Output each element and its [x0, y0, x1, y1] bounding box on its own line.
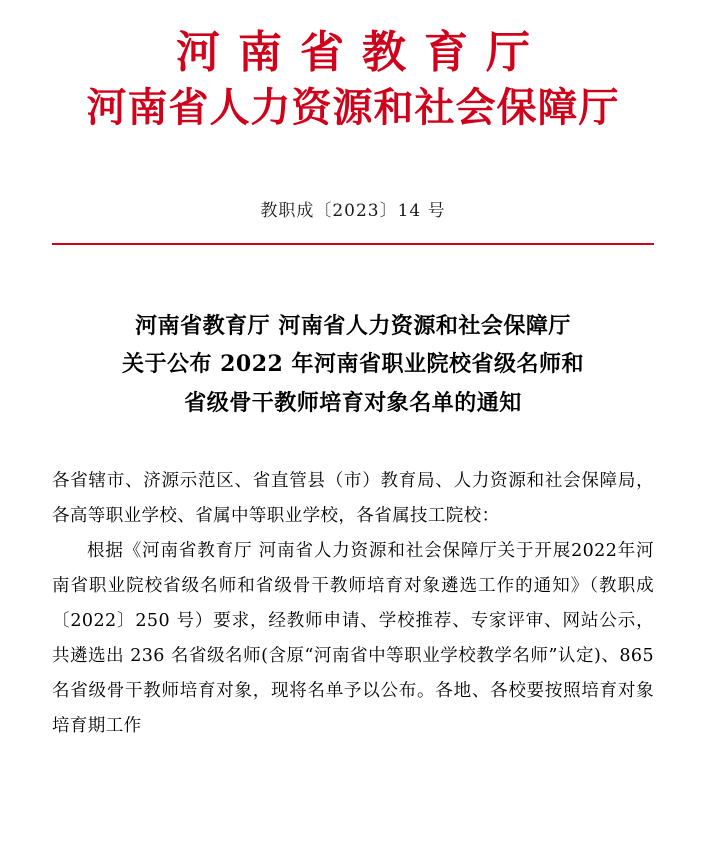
document-title-line-2: 关于公布 2022 年河南省职业院校省级名师和 — [121, 351, 585, 378]
document-title-line-1: 河南省教育厅 河南省人力资源和社会保障厅 — [135, 312, 571, 339]
body-paragraph-addressees: 各省辖市、济源示范区、省直管县（市）教育局、人力资源和社会保障局，各高等职业学校、省属中等职业学校，各省属技工院校： — [52, 471, 654, 527]
document-number: 教职成〔2023〕14 号 — [260, 200, 446, 221]
red-divider-rule — [52, 243, 654, 245]
document-title-line-3: 省级骨干教师培育对象名单的通知 — [184, 389, 522, 416]
document-body — [52, 464, 654, 744]
issuing-agency-line-2: 河南省人力资源和社会保障厅 — [86, 83, 620, 131]
body-paragraph-main: 根据《河南省教育厅 河南省人力资源和社会保障厅关于开展2022年河南省职业院校省级名师和省级骨干教师培育对象遴选工作的通知》（教职成〔2022〕250 号）要求，经教师申请、学校推荐、专家评审、网站公示，共遴选出 236 名省级名师(含原“河南省中等职业学校教学名师”认定)、865 名省级骨干教师培育对象，现将名单予以公布。各地、各校要按照培育对象培育期工作 — [52, 541, 654, 737]
document-masthead — [52, 0, 654, 134]
issuing-agency-line-1: 河南省教育厅 — [176, 27, 548, 78]
document-title — [52, 307, 654, 423]
